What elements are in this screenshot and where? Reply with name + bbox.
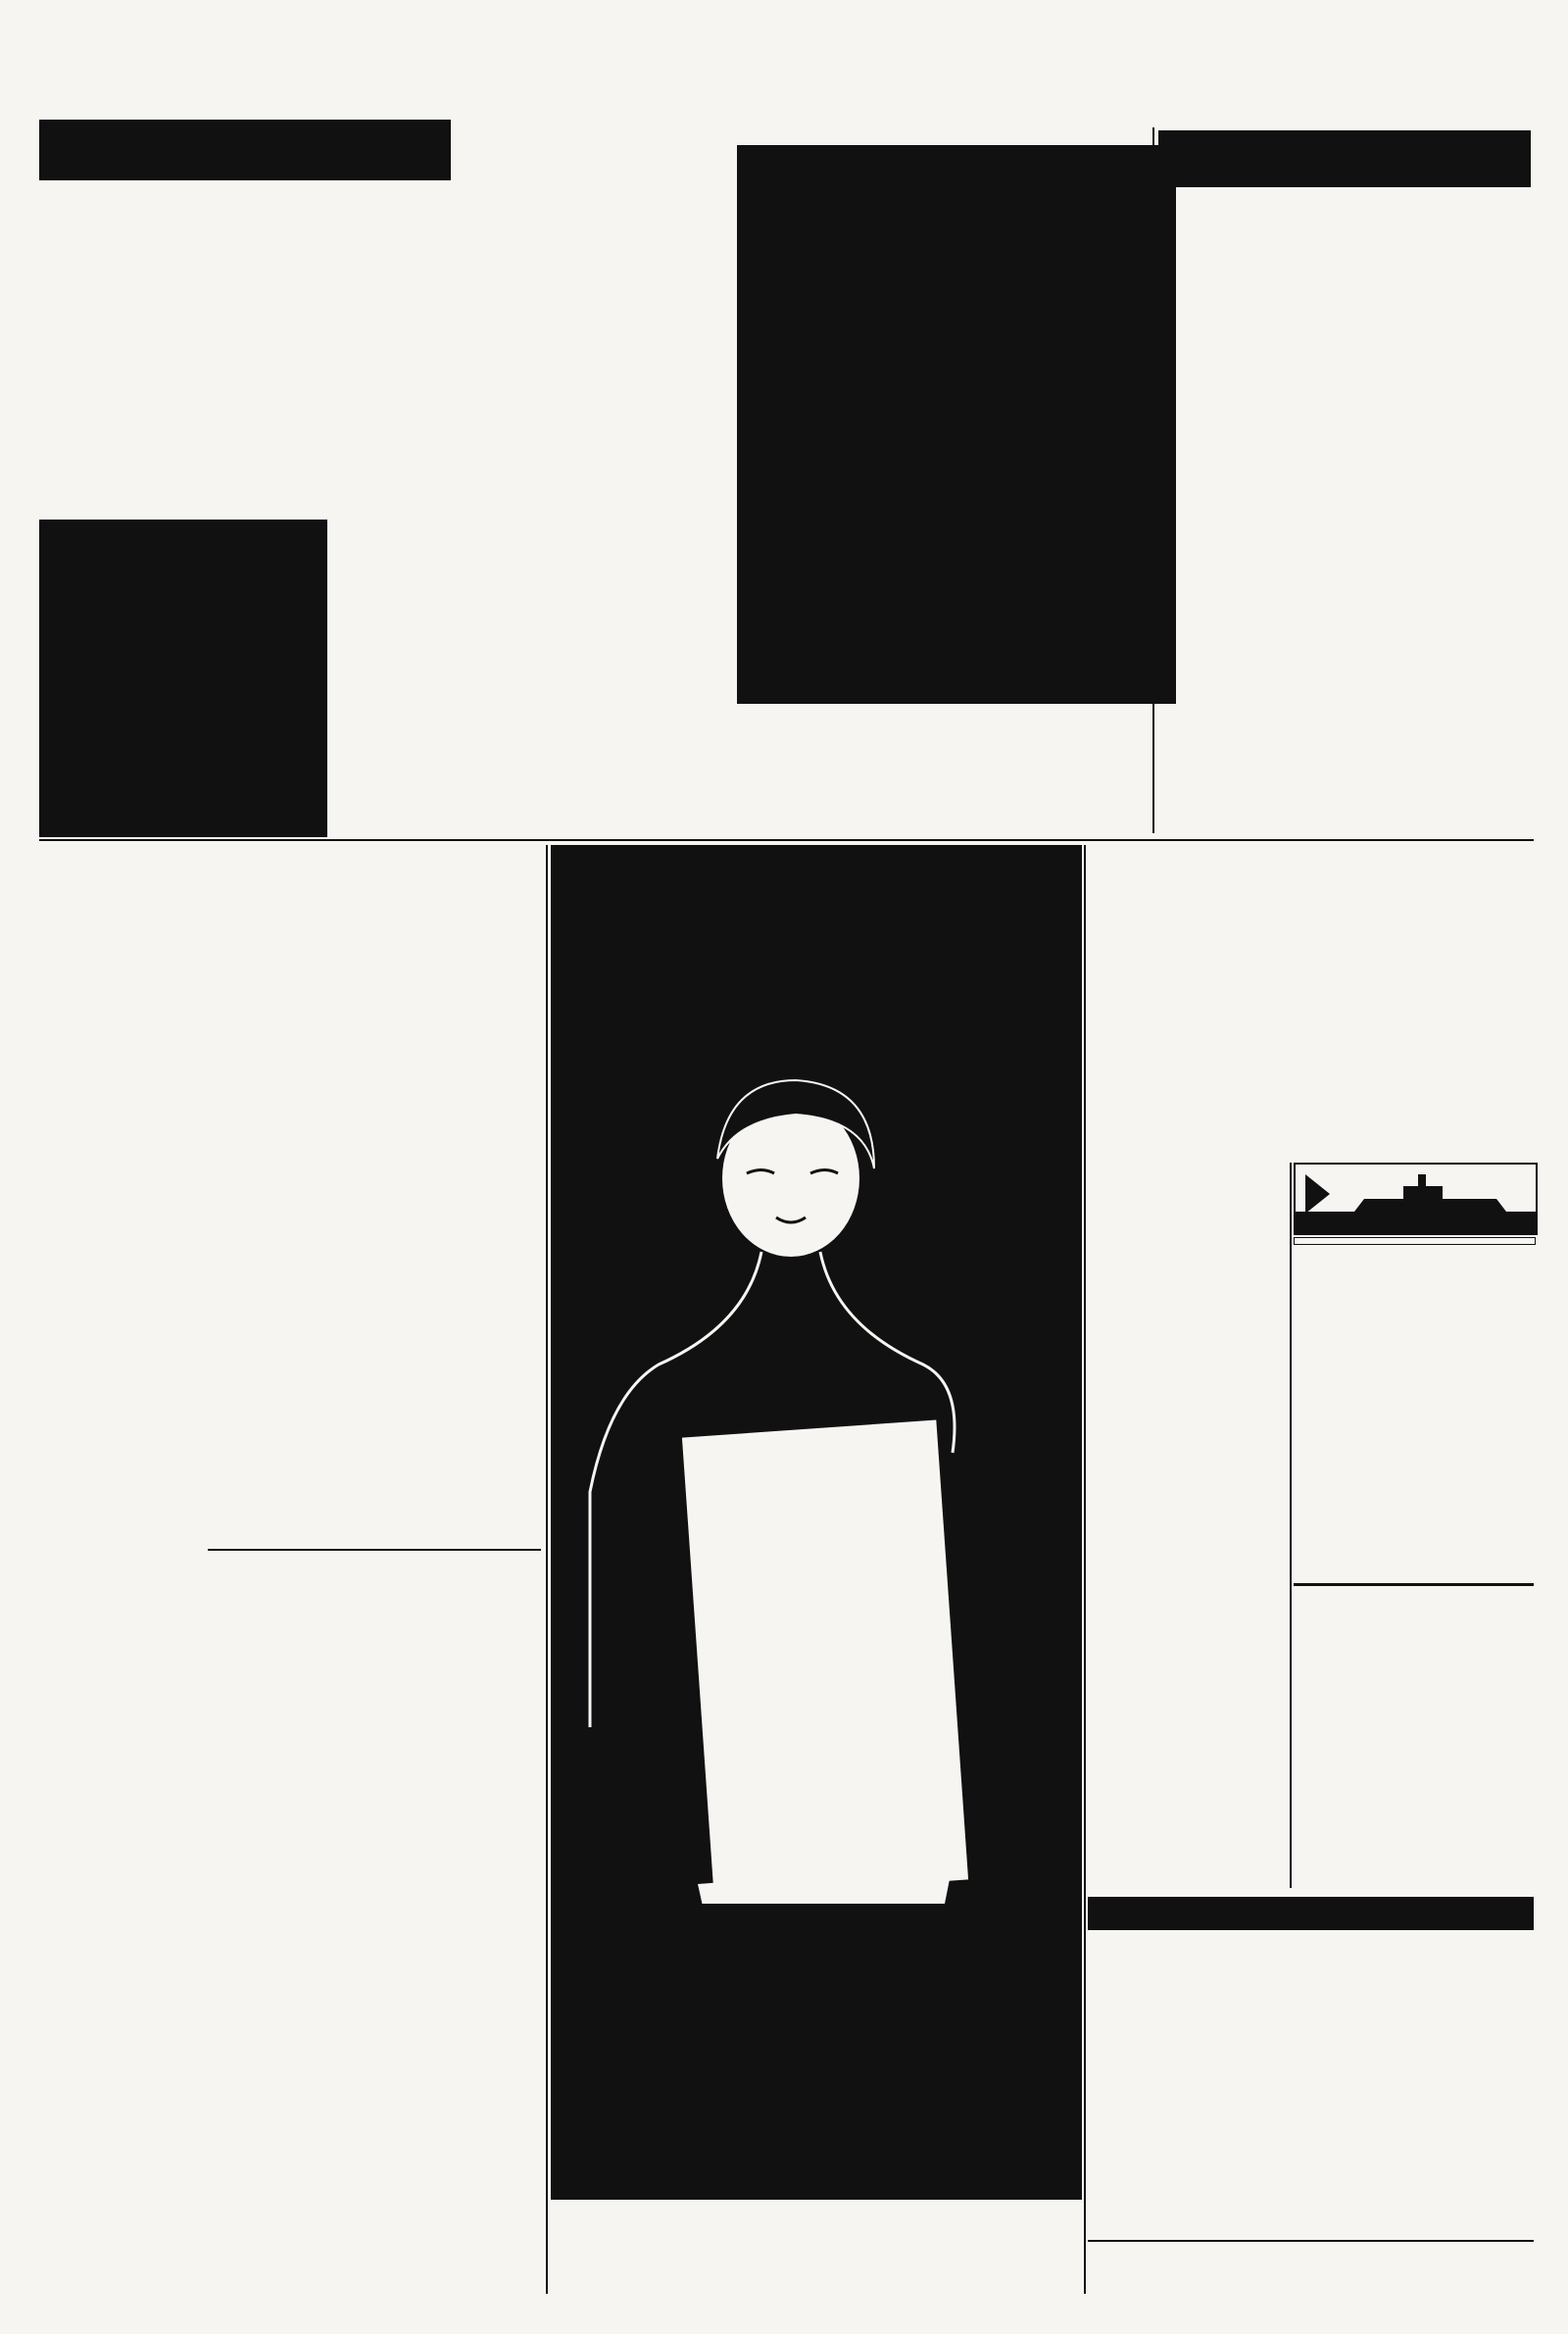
war-article-col2 (208, 931, 369, 1544)
germany-body-2 (1088, 1365, 1289, 1561)
discount-box (551, 1904, 1082, 2051)
column-rule (546, 845, 548, 2294)
section-rule (39, 839, 1534, 841)
airways (1088, 2240, 1534, 2246)
elmes-line1 (1294, 1237, 1536, 1245)
crossword-grid[interactable] (737, 145, 1176, 704)
crossword-clues-col4 (451, 120, 578, 825)
birth-col2 (320, 1627, 428, 2181)
war-article-col1 (39, 956, 201, 1544)
racing-title (1158, 130, 1531, 187)
birth-col3 (433, 1627, 541, 2181)
crossword-clues-col2 (188, 192, 311, 516)
crossword-clues-col7 (872, 706, 1019, 828)
column-rule (1290, 1163, 1292, 1888)
column-rule (1084, 845, 1086, 2294)
nomikos-title (1294, 1583, 1534, 1590)
crossword-clues-col1 (39, 202, 181, 516)
crossword-clues-col8 (1024, 706, 1171, 828)
ship-icon (1296, 1165, 1536, 1233)
elmes-ship-ad (1294, 1163, 1538, 1235)
solution-grid (39, 520, 327, 837)
crossword-clues-col5 (583, 120, 710, 825)
column-rule (1152, 127, 1154, 833)
olympic-banner (1088, 1897, 1534, 1930)
crossword-clues-col6 (720, 706, 867, 828)
crossword-clues-col3 (323, 120, 446, 517)
birth-col1 (208, 1627, 316, 2181)
germany-body-1 (1088, 941, 1289, 1343)
sale-ad (551, 845, 1082, 2196)
war-article-col3 (376, 931, 538, 1515)
byzantine-body (39, 1647, 201, 2176)
section-rule (208, 1549, 541, 1551)
store-name-box (551, 2196, 1082, 2296)
